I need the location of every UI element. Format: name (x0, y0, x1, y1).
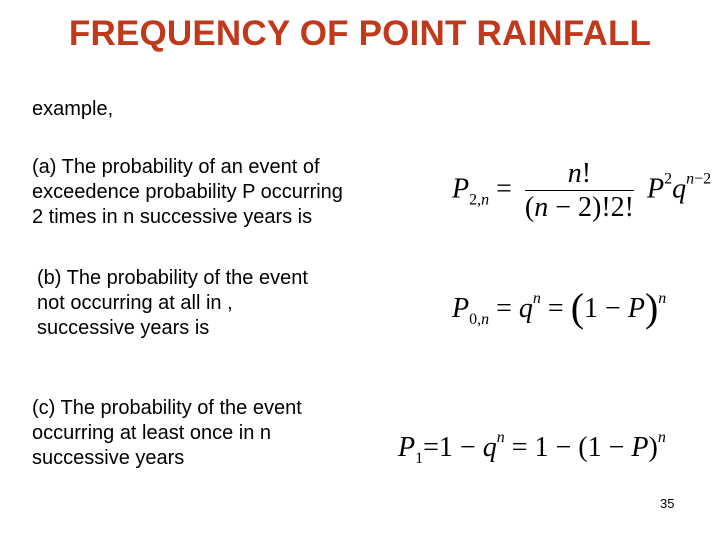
page-number: 35 (660, 496, 675, 511)
formula-b: $P_{0,n} = q^n = (1 - P)^n$ (452, 285, 667, 330)
item-b-line-3: successive years is (37, 317, 210, 339)
item-c-line-3: successive years (32, 447, 185, 469)
slide-title: FREQUENCY OF POINT RAINFALL (68, 14, 652, 53)
item-a-line-2: exceedence probability P occurring (32, 181, 343, 203)
item-a-line-3: 2 times in n successive years is (32, 206, 313, 228)
item-a-text (32, 155, 343, 230)
formula-a: $P_{2,n}$ = $\frac{n!}{(n - 2)!2!}$ $P^2q^{n-2}$ (452, 158, 712, 223)
intro-text: example, (32, 98, 114, 120)
item-b-text (37, 266, 308, 341)
item-a-line-1: (a) The probability of an event of (32, 156, 320, 178)
formula-c: $P_1=1 - q^n = 1 - (1 - P)^n$ (398, 429, 666, 467)
item-c-line-2: occurring at least once in n (32, 422, 272, 444)
item-c-text (32, 396, 302, 471)
item-c-line-1: (c) The probability of the event (32, 397, 302, 419)
item-b-line-2: not occurring at all in , (37, 292, 233, 314)
item-b-line-1: (b) The probability of the event (37, 267, 308, 289)
